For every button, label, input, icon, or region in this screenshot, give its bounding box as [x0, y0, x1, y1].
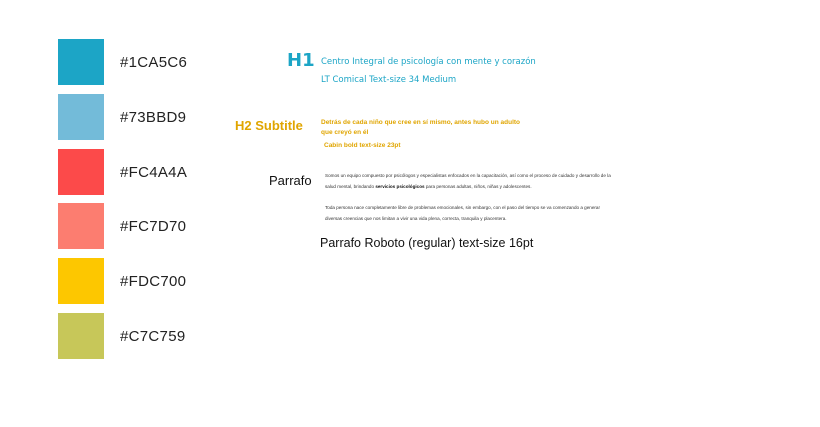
paragraph-text: para personas adultas, niños, niñas y adolescentes.: [424, 184, 532, 189]
palette-row: [58, 203, 186, 249]
paragraph-font-spec: Parrafo Roboto (regular) text-size 16pt: [320, 236, 534, 250]
h2-label: H2 Subtitle: [235, 118, 303, 133]
color-hex-label: #73BBD9: [120, 108, 187, 126]
color-hex-label: #FC7D70: [120, 217, 187, 235]
color-swatch: [58, 313, 104, 359]
h1-font-spec: LT Comical Text-size 34 Medium: [321, 75, 457, 85]
color-swatch: [58, 94, 104, 140]
palette-row: [58, 94, 186, 140]
h1-sample-text: Centro Integral de psicología con mente y corazón: [321, 57, 536, 67]
color-hex-label: #FC4A4A: [120, 163, 188, 181]
palette-row: [58, 39, 187, 85]
paragraph-label: Parrafo: [269, 173, 312, 188]
color-hex-label: #C7C759: [120, 327, 186, 345]
color-swatch: [58, 258, 104, 304]
color-hex-label: #FDC700: [120, 272, 187, 290]
paragraph-sample-2: Toda persona nace completamente libre de problemas emocionales, sin embargo, con el paso del tiempo se va comenzando a generar diversas creencias que nos limitan a vivir una vida plena, correcta, tranquila y placentera.: [325, 205, 601, 221]
paragraph-bold-text: servicios psicológicos: [375, 184, 425, 189]
h1-label: H1: [287, 50, 315, 71]
palette-row: [58, 258, 186, 304]
paragraph-text: Somos un equipo compuesto por psicólogos y especialistas enfocados en la capacitación, así como el proceso de cuidado y desarrollo de la salud mental, brindando: [325, 173, 611, 189]
palette-row: [58, 313, 185, 359]
h2-sample-text: Detrás de cada niño que cree en sí mismo, antes hubo un adulto que creyó en él: [321, 119, 521, 136]
color-hex-label: #1CA5C6: [120, 53, 188, 71]
color-swatch: [58, 39, 104, 85]
palette-row: [58, 149, 187, 195]
color-swatch: [58, 203, 104, 249]
h2-font-spec: Cabin bold text-size 23pt: [324, 142, 401, 149]
color-swatch: [58, 149, 104, 195]
paragraph-sample-1: [325, 170, 615, 192]
